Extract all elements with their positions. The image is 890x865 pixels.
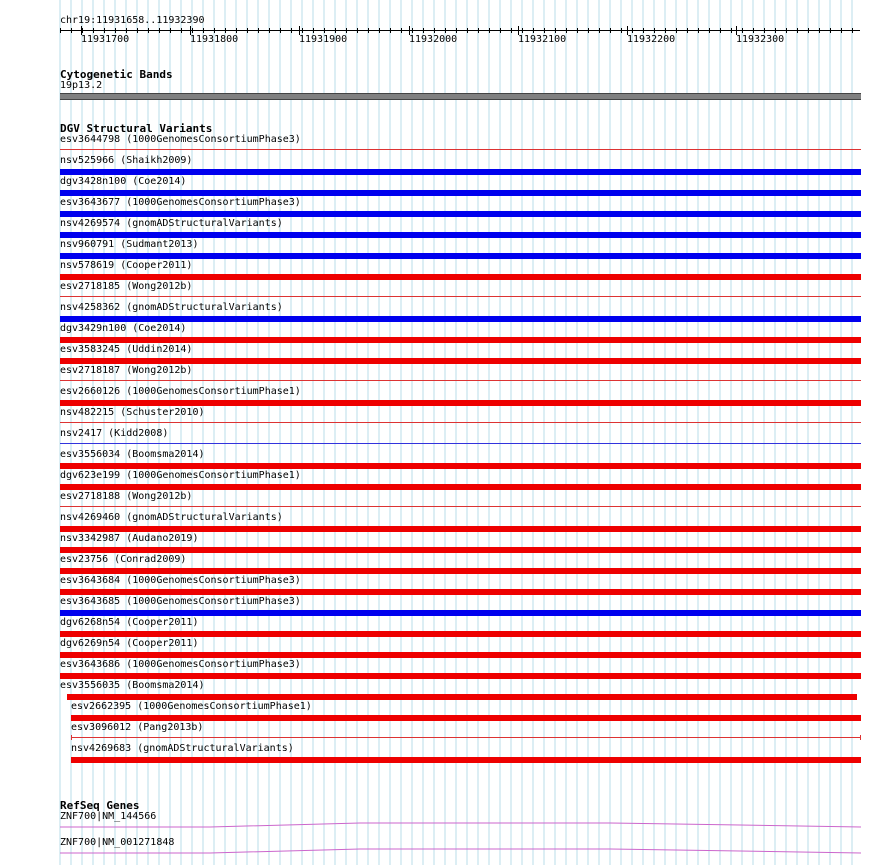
dgv-variant-feature[interactable]: [60, 589, 861, 595]
cytoband-bar[interactable]: [60, 93, 861, 100]
ruler-minor-tick: [148, 28, 149, 33]
ruler-minor-tick: [819, 28, 820, 33]
dgv-variant-label[interactable]: esv3096012 (Pang2013b): [71, 722, 204, 733]
dgv-variant-label[interactable]: esv2718188 (Wong2012b): [60, 491, 193, 502]
ruler-minor-tick: [280, 28, 281, 33]
ruler-minor-tick: [830, 28, 831, 33]
dgv-variant-feature[interactable]: [71, 757, 861, 763]
dgv-variant-label[interactable]: nsv3342987 (Audano2019): [60, 533, 199, 544]
ruler-minor-tick: [841, 28, 842, 33]
ruler-minor-tick: [676, 28, 677, 33]
ruler-minor-tick: [643, 28, 644, 33]
ruler-minor-tick: [709, 28, 710, 33]
ruler-tick-label: 11931700: [81, 34, 130, 45]
ruler-minor-tick: [423, 28, 424, 33]
ruler-tick-label: 11931900: [299, 34, 348, 45]
ruler-minor-tick: [742, 28, 743, 33]
ruler-minor-tick: [511, 28, 512, 33]
ruler-tick-label: 11932000: [409, 34, 458, 45]
refseq-track-title: RefSeq Genes: [60, 799, 140, 812]
ruler-tick-label: 11932200: [627, 34, 676, 45]
ruler-minor-tick: [170, 28, 171, 33]
dgv-variant-label[interactable]: dgv3428n100 (Coe2014): [60, 176, 187, 187]
ruler-minor-tick: [71, 28, 72, 33]
ruler-tick-label: 11931800: [190, 34, 239, 45]
dgv-variant-label[interactable]: nsv2417 (Kidd2008): [60, 428, 169, 439]
dgv-variant-label[interactable]: esv2718187 (Wong2012b): [60, 365, 193, 376]
dgv-variant-feature[interactable]: [60, 316, 861, 322]
refseq-gene-label[interactable]: ZNF700|NM_001271848: [60, 837, 175, 848]
ruler-minor-tick: [687, 28, 688, 33]
ruler-minor-tick: [522, 28, 523, 33]
dgv-variant-feature[interactable]: [60, 443, 861, 444]
dgv-variant-feature[interactable]: [67, 694, 857, 700]
dgv-variant-label[interactable]: esv2718185 (Wong2012b): [60, 281, 193, 292]
ruler-minor-tick: [698, 28, 699, 33]
ruler-minor-tick: [324, 28, 325, 33]
ruler-minor-tick: [159, 28, 160, 33]
ruler-minor-tick: [533, 28, 534, 33]
dgv-variant-feature[interactable]: [60, 422, 861, 423]
ruler-tick-label: 11932100: [518, 34, 567, 45]
dgv-variant-label[interactable]: esv3643684 (1000GenomesConsortiumPhase3): [60, 575, 301, 586]
dgv-variant-label[interactable]: esv3643685 (1000GenomesConsortiumPhase3): [60, 596, 301, 607]
ruler-minor-tick: [379, 28, 380, 33]
dgv-variant-feature[interactable]: [60, 190, 861, 196]
ruler-minor-tick: [390, 28, 391, 33]
ruler-minor-tick: [302, 28, 303, 33]
ruler-minor-tick: [621, 28, 622, 33]
ruler-minor-tick: [434, 28, 435, 33]
ruler-minor-tick: [555, 28, 556, 33]
ruler-minor-tick: [797, 28, 798, 33]
dgv-variant-feature[interactable]: [60, 610, 861, 616]
refseq-gene-model[interactable]: [60, 822, 862, 830]
ruler-minor-tick: [236, 28, 237, 33]
ruler-minor-tick: [610, 28, 611, 33]
dgv-variant-label[interactable]: dgv3429n100 (Coe2014): [60, 323, 187, 334]
dgv-variant-feature[interactable]: [60, 169, 861, 175]
dgv-variant-feature[interactable]: [60, 337, 861, 343]
dgv-variant-label[interactable]: nsv4258362 (gnomADStructuralVariants): [60, 302, 283, 313]
dgv-variant-feature[interactable]: [60, 506, 861, 507]
ruler-tick-label: 11932300: [736, 34, 785, 45]
dgv-variant-feature[interactable]: [60, 568, 861, 574]
dgv-variant-label[interactable]: nsv960791 (Sudmant2013): [60, 239, 199, 250]
dgv-track-title: DGV Structural Variants: [60, 122, 213, 135]
ruler-minor-tick: [445, 28, 446, 33]
dgv-variant-label[interactable]: nsv525966 (Shaikh2009): [60, 155, 193, 166]
dgv-variant-feature[interactable]: [60, 380, 861, 381]
ruler-minor-tick: [258, 28, 259, 33]
ruler-minor-tick: [60, 28, 61, 33]
ruler-minor-tick: [467, 28, 468, 33]
dgv-variant-feature[interactable]: [60, 484, 861, 490]
ruler-minor-tick: [731, 28, 732, 33]
dgv-variant-label[interactable]: esv3644798 (1000GenomesConsortiumPhase3): [60, 134, 301, 145]
ruler-minor-tick: [104, 28, 105, 33]
dgv-variant-label[interactable]: esv2660126 (1000GenomesConsortiumPhase1): [60, 386, 301, 397]
dgv-variant-label[interactable]: nsv578619 (Cooper2011): [60, 260, 193, 271]
ruler-minor-tick: [335, 28, 336, 33]
ruler-minor-tick: [632, 28, 633, 33]
ruler-minor-tick: [775, 28, 776, 33]
ruler-minor-tick: [313, 28, 314, 33]
ruler-minor-tick: [247, 28, 248, 33]
refseq-intron-line: [60, 849, 861, 853]
ruler-minor-tick: [412, 28, 413, 33]
dgv-variant-label[interactable]: esv3643677 (1000GenomesConsortiumPhase3): [60, 197, 301, 208]
ruler-minor-tick: [368, 28, 369, 33]
ruler-axis: [60, 30, 860, 31]
dgv-variant-feature[interactable]: [60, 547, 861, 553]
dgv-variant-label[interactable]: esv3556034 (Boomsma2014): [60, 449, 205, 460]
ruler-minor-tick: [852, 28, 853, 33]
dgv-variant-feature[interactable]: [60, 631, 861, 637]
locus-label: chr19:11931658..11932390: [60, 15, 205, 26]
ruler-minor-tick: [665, 28, 666, 33]
ruler-minor-tick: [181, 28, 182, 33]
dgv-variant-label[interactable]: esv23756 (Conrad2009): [60, 554, 187, 565]
dgv-variant-feature[interactable]: [71, 715, 861, 721]
ruler-minor-tick: [115, 28, 116, 33]
dgv-variant-label[interactable]: nsv4269460 (gnomADStructuralVariants): [60, 512, 283, 523]
dgv-variant-feature[interactable]: [60, 463, 861, 469]
ruler-minor-tick: [654, 28, 655, 33]
dgv-variant-label[interactable]: esv3583245 (Uddin2014): [60, 344, 193, 355]
dgv-variant-feature[interactable]: [60, 232, 861, 238]
ruler-minor-tick: [478, 28, 479, 33]
dgv-variant-feature[interactable]: [60, 526, 861, 532]
ruler-minor-tick: [137, 28, 138, 33]
dgv-variant-label[interactable]: nsv4269683 (gnomADStructuralVariants): [71, 743, 294, 754]
ruler-minor-tick: [764, 28, 765, 33]
ruler-minor-tick: [808, 28, 809, 33]
ruler-minor-tick: [225, 28, 226, 33]
ruler-minor-tick: [346, 28, 347, 33]
dgv-variant-feature[interactable]: [60, 358, 861, 364]
ruler-minor-tick: [588, 28, 589, 33]
ruler-minor-tick: [753, 28, 754, 33]
ruler-minor-tick: [786, 28, 787, 33]
cytoband-track-title: Cytogenetic Bands: [60, 68, 173, 81]
dgv-variant-label[interactable]: esv3556035 (Boomsma2014): [60, 680, 205, 691]
dgv-variant-label[interactable]: nsv482215 (Schuster2010): [60, 407, 205, 418]
dgv-variant-label[interactable]: dgv623e199 (1000GenomesConsortiumPhase1): [60, 470, 301, 481]
ruler-minor-tick: [291, 28, 292, 33]
ruler-minor-tick: [126, 28, 127, 33]
ruler-minor-tick: [214, 28, 215, 33]
refseq-intron-line: [60, 823, 861, 827]
ruler-minor-tick: [192, 28, 193, 33]
ruler-minor-tick: [269, 28, 270, 33]
ruler-minor-tick: [456, 28, 457, 33]
dgv-variant-label[interactable]: dgv6269n54 (Cooper2011): [60, 638, 199, 649]
refseq-gene-label[interactable]: ZNF700|NM_144566: [60, 811, 157, 822]
dgv-variant-feature[interactable]: [60, 274, 861, 280]
dgv-variant-label[interactable]: nsv4269574 (gnomADStructuralVariants): [60, 218, 283, 229]
ruler-minor-tick: [566, 28, 567, 33]
ruler-minor-tick: [720, 28, 721, 33]
ruler-minor-tick: [544, 28, 545, 33]
dgv-variant-label[interactable]: esv2662395 (1000GenomesConsortiumPhase1): [71, 701, 312, 712]
ruler-minor-tick: [500, 28, 501, 33]
dgv-variant-feature[interactable]: [60, 296, 861, 297]
dgv-variant-feature[interactable]: [60, 400, 861, 406]
ruler-minor-tick: [577, 28, 578, 33]
ruler-minor-tick: [401, 28, 402, 33]
dgv-variant-label[interactable]: dgv6268n54 (Cooper2011): [60, 617, 199, 628]
cytoband-label: 19p13.2: [60, 80, 103, 91]
dgv-variant-feature[interactable]: [60, 253, 861, 259]
dgv-variant-label[interactable]: esv3643686 (1000GenomesConsortiumPhase3): [60, 659, 301, 670]
ruler-minor-tick: [93, 28, 94, 33]
ruler-minor-tick: [203, 28, 204, 33]
dgv-variant-feature[interactable]: [60, 652, 861, 658]
dgv-variant-feature[interactable]: [71, 737, 861, 738]
ruler-minor-tick: [357, 28, 358, 33]
dgv-variant-feature[interactable]: [60, 211, 861, 217]
dgv-variant-feature[interactable]: [60, 149, 861, 150]
ruler-minor-tick: [489, 28, 490, 33]
dgv-variant-feature[interactable]: [60, 673, 861, 679]
ruler-minor-tick: [599, 28, 600, 33]
refseq-gene-model[interactable]: [60, 848, 862, 856]
ruler-minor-tick: [82, 28, 83, 33]
